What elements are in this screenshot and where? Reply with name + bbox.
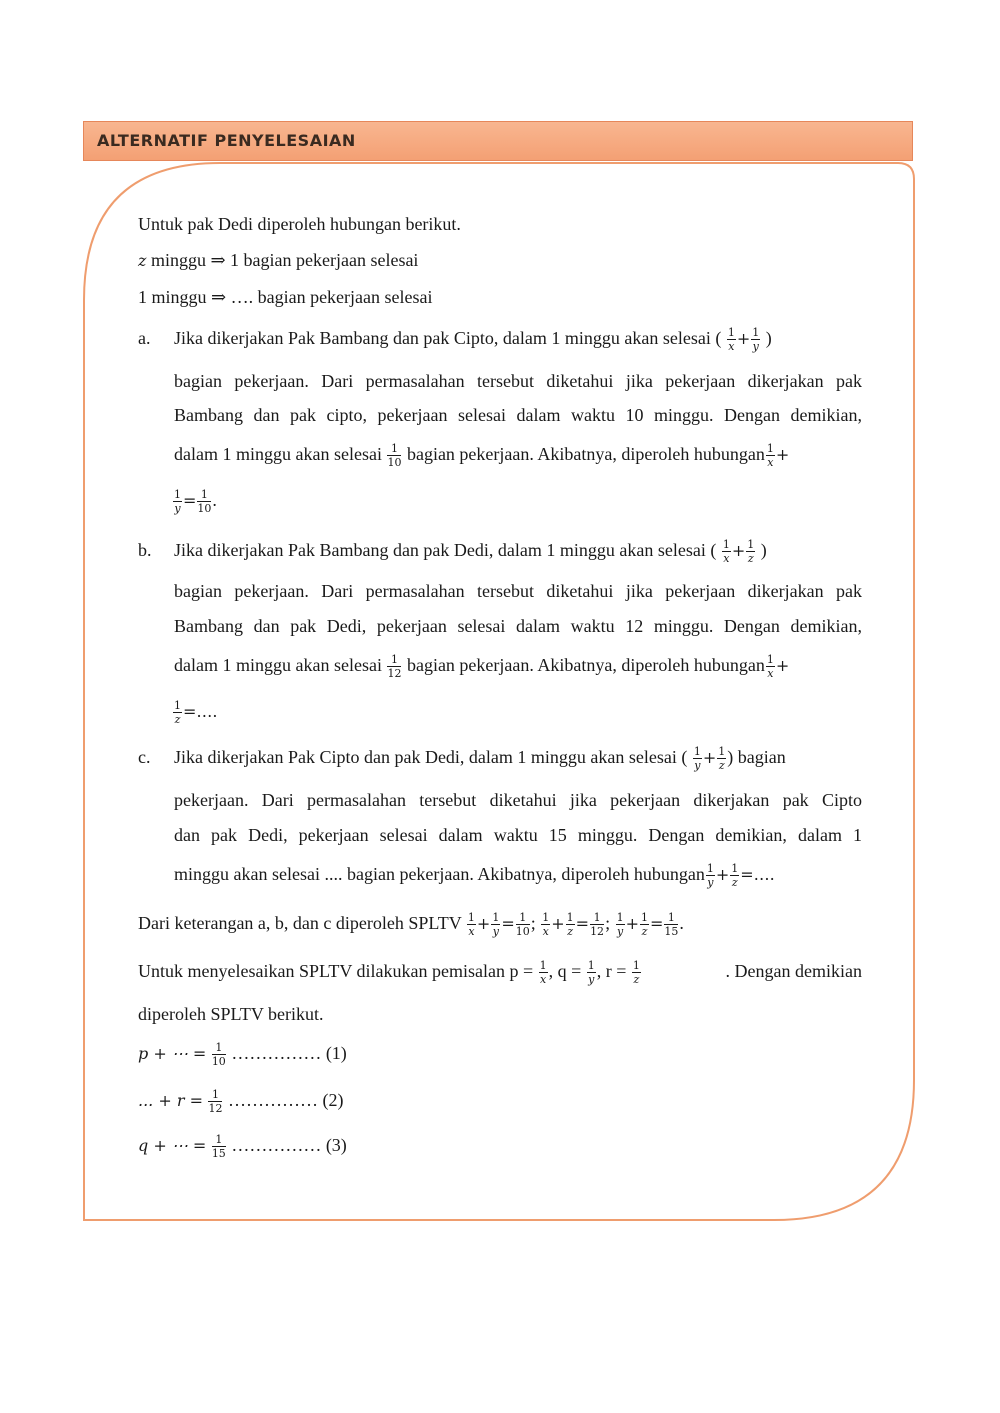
item-b-label: b. — [138, 540, 152, 560]
summary-line-2: Untuk menyelesaikan SPLTV dilakukan pemisalan p = $\frac{1}{x}$ , q = $\frac{1}{y}$ , r = $\frac{1}{z}$ . Dengan demikian — [138, 959, 862, 987]
intro-line-1: Untuk pak Dedi diperoleh hubungan berikut. — [138, 214, 461, 234]
fraction-1-10: $\frac{1}{10}$ — [211, 1041, 226, 1069]
fraction-1-x: $\frac{1}{x}$ — [766, 653, 774, 681]
fraction-1-z: $\frac{1}{z}$ — [718, 745, 726, 773]
intro-line-3: 1 minggu ⇒ …. bagian pekerjaan selesai — [138, 287, 433, 307]
intro-line-2: z minggu ⇒ 1 bagian pekerjaan selesai — [138, 250, 419, 270]
fraction-1-z: $\frac{1}{z}$ — [747, 538, 755, 566]
summary-line-3: diperoleh SPLTV berikut. — [138, 1004, 324, 1024]
item-a-line-3: Bambang dan pak cipto, pekerjaan selesai dalam waktu 10 minggu. Dengan demikian, — [174, 405, 862, 425]
item-a-line-4: dalam 1 minggu akan selesai $\frac{1}{10}$ bagian pekerjaan. Akibatnya, diperoleh hubungan $\frac{1}{x}$ + — [174, 442, 790, 470]
item-b-line-5: $\frac{1}{z}$ =…. — [174, 699, 218, 727]
fraction-1-z: $\frac{1}{z}$ — [731, 862, 739, 890]
item-c-line-4: minggu akan selesai .... bagian pekerjaan. Akibatnya, diperoleh hubungan $\frac{1}{y}$ + $\frac{1}{z}$ =…. — [174, 862, 775, 890]
fraction-1-x: $\frac{1}{x}$ — [727, 326, 735, 354]
equation-3: q + ⋯ = $\frac{1}{15}$ …………… (3) — [138, 1133, 347, 1161]
item-c-line-2: pekerjaan. Dari permasalahan tersebut diketahui jika pekerjaan dikerjakan pak Cipto — [174, 790, 862, 810]
fraction-1-10: $\frac{1}{10}$ — [197, 488, 212, 516]
fraction-1-y: $\frac{1}{y}$ — [752, 326, 760, 354]
var-z: z — [138, 251, 147, 270]
fraction-1-z: $\frac{1}{z}$ — [174, 699, 181, 727]
fraction-1-y: $\frac{1}{y}$ — [693, 745, 701, 773]
item-b-line-4: dalam 1 minggu akan selesai $\frac{1}{12}$ bagian pekerjaan. Akibatnya, diperoleh hubungan $\frac{1}{x}$ + — [174, 653, 790, 681]
item-b-line-2: bagian pekerjaan. Dari permasalahan tersebut diketahui jika pekerjaan dikerjakan pak — [174, 581, 862, 601]
item-c-line-3: dan pak Dedi, pekerjaan selesai dalam waktu 15 minggu. Dengan demikian, dalam 1 — [174, 825, 862, 845]
summary-line-1: Dari keterangan a, b, dan c diperoleh SPLTV $\frac{1}{x}$ + $\frac{1}{y}$ = $\frac{1}{10}$ ; $\frac{1}{x}$ + $\frac{1}{z}$ = $\frac{1}{12}$ ; $\frac{1}{y}$ + $\frac{1}{z}$ = $\frac{1}{15}$ . — [138, 911, 684, 939]
equation-2: ... + r = $\frac{1}{12}$ …………… (2) — [138, 1088, 344, 1116]
section-title: ALTERNATIF PENYELESAIAN — [97, 131, 356, 150]
fraction-1-x: $\frac{1}{x}$ — [766, 442, 774, 470]
item-b-line-3: Bambang dan pak Dedi, pekerjaan selesai dalam waktu 12 minggu. Dengan demikian, — [174, 616, 862, 636]
fraction-1-12: $\frac{1}{12}$ — [387, 653, 402, 681]
item-a-line-1: Jika dikerjakan Pak Bambang dan pak Cipto, dalam 1 minggu akan selesai ( $\frac{1}{x}$ + $\frac{1}{y}$ ) — [174, 326, 772, 354]
equation-1: p + ⋯ = $\frac{1}{10}$ …………… (1) — [138, 1041, 347, 1069]
item-a-line-2: bagian pekerjaan. Dari permasalahan tersebut diketahui jika pekerjaan dikerjakan pak — [174, 371, 862, 391]
fraction-1-y: $\frac{1}{y}$ — [706, 862, 714, 890]
section-header — [83, 121, 913, 161]
item-a-label: a. — [138, 328, 151, 348]
item-c-line-1: Jika dikerjakan Pak Cipto dan pak Dedi, dalam 1 minggu akan selesai ( $\frac{1}{y}$ + $\frac{1}{z}$ ) bagian — [174, 745, 786, 773]
item-b-line-1: Jika dikerjakan Pak Bambang dan pak Dedi, dalam 1 minggu akan selesai ( $\frac{1}{x}$ + $\frac{1}{z}$ ) — [174, 538, 767, 566]
fraction-1-12: $\frac{1}{12}$ — [208, 1088, 223, 1116]
fraction-1-y: $\frac{1}{y}$ — [174, 488, 181, 516]
fraction-1-15: $\frac{1}{15}$ — [211, 1133, 226, 1161]
item-c-label: c. — [138, 747, 151, 767]
fraction-1-10: $\frac{1}{10}$ — [387, 442, 402, 470]
fraction-1-x: $\frac{1}{x}$ — [722, 538, 730, 566]
item-a-line-5: $\frac{1}{y}$ = $\frac{1}{10}$ . — [174, 488, 217, 516]
